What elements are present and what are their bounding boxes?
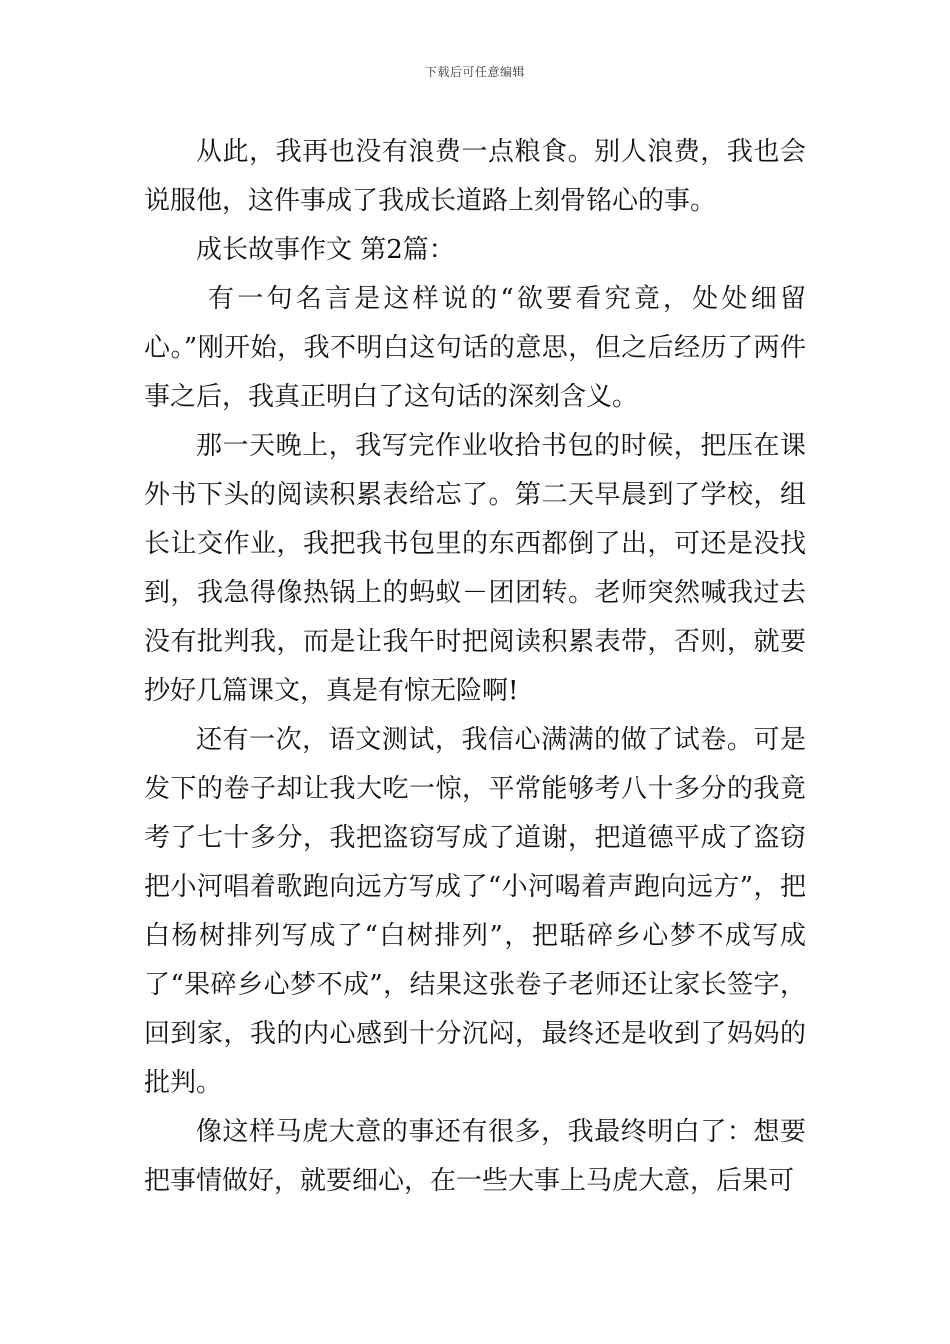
paragraph-3: 那一天晚上，我写完作业收拾书包的时候，把压在课外书下头的阅读积累表给忘了。第二天早晨到了学校，组长让交作业，我把我书包里的东西都倒了出，可还是没找到，我急得像热锅上的蚂蚁－团团转。老师突然喊我过去没有批判我，而是让我午时把阅读积累表带，否则，就要抄好几篇课文，真是有惊无险啊! <box>144 431 806 706</box>
document-body <box>144 128 806 1206</box>
paragraph-1: 从此，我再也没有浪费一点粮食。别人浪费，我也会说服他，这件事成了我成长道路上刻骨铭心的事。 <box>144 137 806 216</box>
page-header: 下载后可任意编辑 <box>424 65 525 79</box>
section-heading: 成长故事作文 第2篇： <box>196 235 455 265</box>
paragraph-2: 有一句名言是这样说的“欲要看究竟，处处细留心。”刚开始，我不明白这句话的意思，但之后经历了两件事之后，我真正明白了这句话的深刻含义。 <box>144 284 806 412</box>
paragraph-5: 像这样马虎大意的事还有很多，我最终明白了：想要把事情做好，就要细心，在一些大事上马虎大意，后果可 <box>144 1117 806 1196</box>
paragraph-4: 还有一次，语文测试，我信心满满的做了试卷。可是发下的卷子却让我大吃一惊，平常能够考八十多分的我竟考了七十多分，我把盗窃写成了道谢，把道德平成了盗窃把小河唱着歌跑向远方写成了“小河喝着声跑向远方”，把白杨树排列写成了“白树排列”，把聒碎乡心梦不成写成了“果碎乡心梦不成”，结果这张卷子老师还让家长签字，回到家，我的内心感到十分沉闷，最终还是收到了妈妈的批判。 <box>144 725 806 1098</box>
